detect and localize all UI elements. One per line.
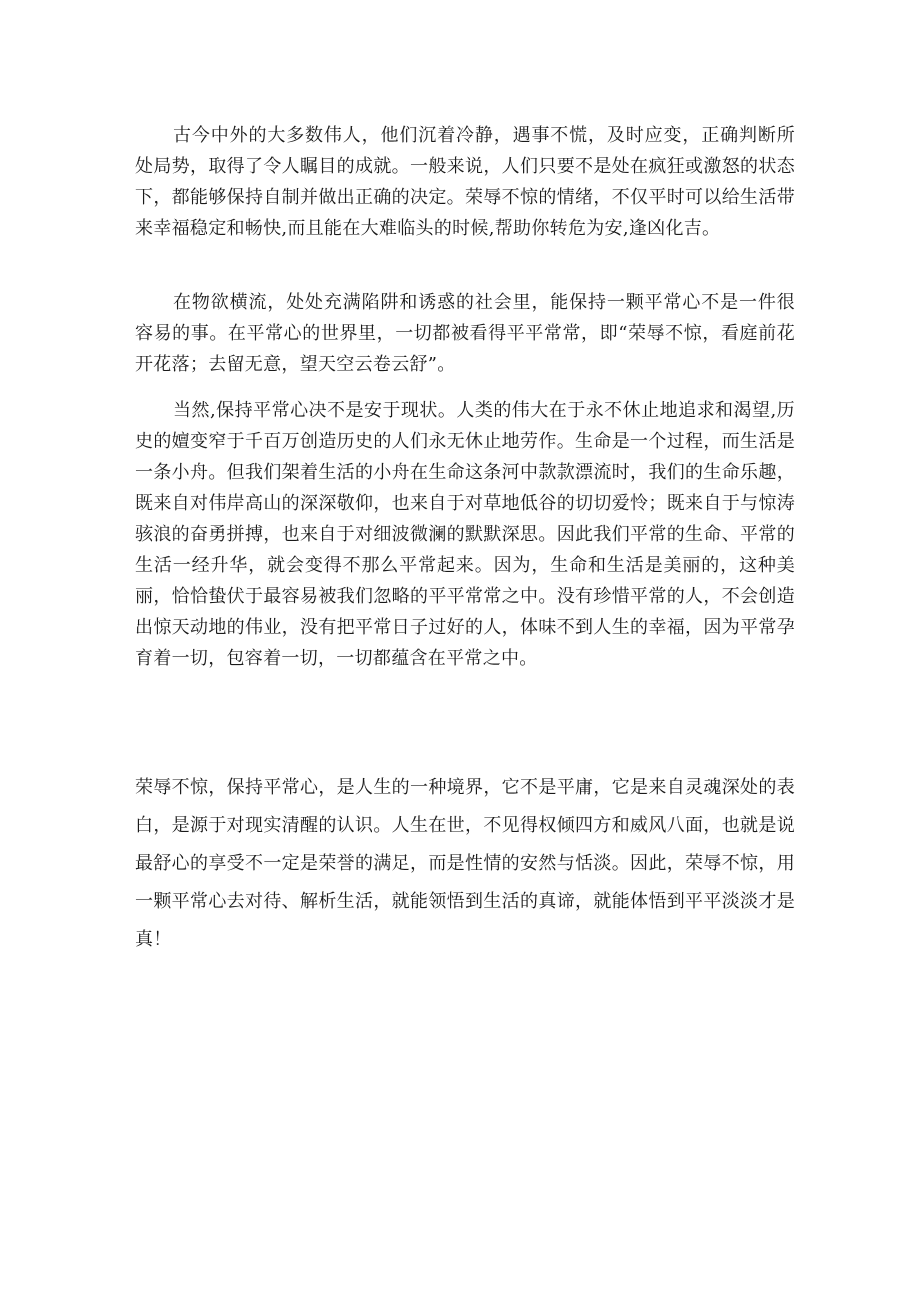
paragraph-4: 荣辱不惊，保持平常心，是人生的一种境界，它不是平庸，它是来自灵魂深处的表白，是源于对现实清醒的认识。人生在世，不见得权倾四方和威风八面，也就是说最舒心的享受不一定是荣誉的满足，而是性情的安然与恬淡。因此，荣辱不惊，用一颗平常心去对待、解析生活，就能领悟到生活的真谛，就能体悟到平平淡淡才是真！ [135, 777, 795, 950]
paragraph-1: 古今中外的大多数伟人，他们沉着冷静，遇事不慌，及时应变，正确判断所处局势，取得了令人瞩目的成就。一般来说，人们只要不是处在疯狂或激怒的状态下，都能够保持自制并做出正确的决定。荣辱不惊的情绪，不仅平时可以给生活带来幸福稳定和畅快,而且能在大难临头的时候,帮助你转危为安,逢凶化吉。 [135, 125, 795, 239]
paragraph-2: 在物欲横流，处处充满陷阱和诱惑的社会里，能保持一颗平常心不是一件很容易的事。在平常心的世界里，一切都被看得平平常常，即“荣辱不惊，看庭前花开花落；去留无意，望天空云卷云舒”。 [135, 292, 795, 375]
paragraph-3: 当然,保持平常心决不是安于现状。人类的伟大在于永不休止地追求和渴望,历史的嬗变窄于千百万创造历史的人们永无休止地劳作。生命是一个过程，而生活是一条小舟。但我们架着生活的小舟在生命这条河中款款漂流时，我们的生命乐趣，既来自对伟岸高山的深深敬仰，也来自于对草地低谷的切切爱怜；既来自于与惊涛骇浪的奋勇拼搏，也来自于对细波微澜的默默深思。因此我们平常的生命、平常的生活一经升华，就会变得不那么平常起来。因为，生命和生活是美丽的，这种美丽，恰恰蛰伏于最容易被我们忽略的平平常常之中。没有珍惜平常的人，不会创造出惊天动地的伟业，没有把平常日子过好的人，体味不到人生的幸福，因为平常孕育着一切，包容着一切，一切都蕴含在平常之中。 [135, 400, 795, 669]
